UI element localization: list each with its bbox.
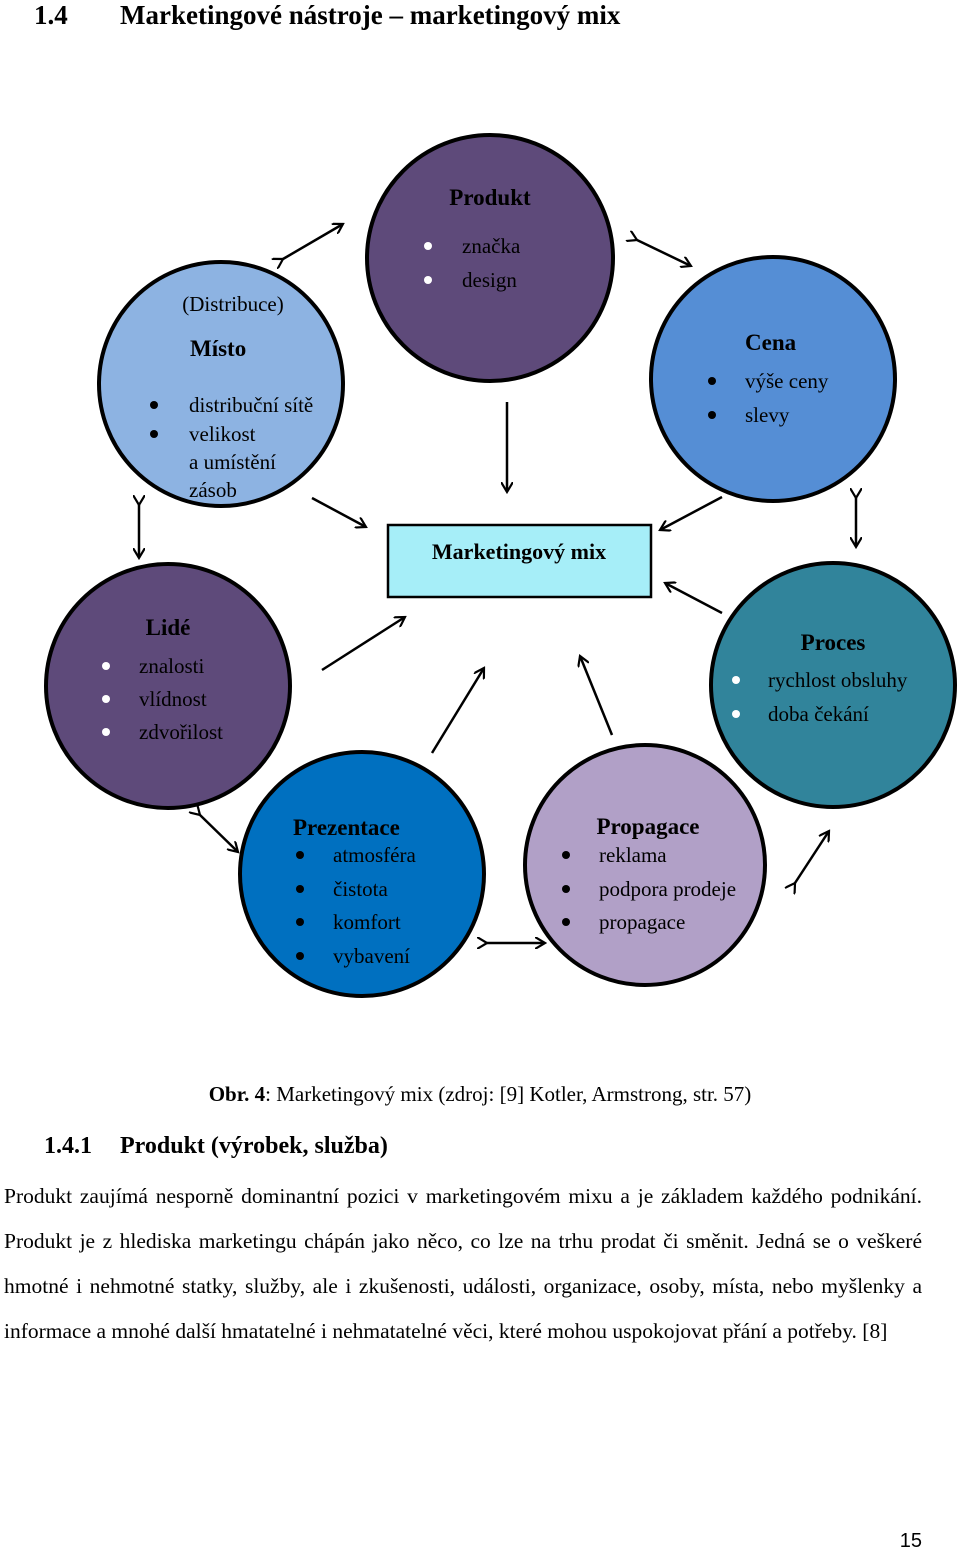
proces-item-1: rychlost obsluhy [768, 668, 908, 692]
propagace-title: Propagace [596, 814, 700, 839]
misto-bullet-2 [150, 430, 158, 438]
section-heading [34, 0, 620, 31]
misto-bullet-1 [150, 401, 158, 409]
lide-circle [46, 564, 290, 808]
arrow-lide-mix [322, 617, 405, 670]
prezentace-item-4: vybavení [333, 944, 410, 968]
proces-item-2: doba čekání [768, 702, 869, 726]
cena-item-2: slevy [745, 403, 790, 427]
produkt-title: Produkt [449, 185, 531, 210]
cena-bullet-2 [708, 411, 716, 419]
lide-bullet-2 [102, 695, 110, 703]
prezentace-bullet-4 [296, 952, 304, 960]
proces-title: Proces [800, 630, 866, 655]
arrow-produkt-cena [637, 240, 691, 266]
prezentace-bullet-2 [296, 885, 304, 893]
section-title: Marketingové nástroje – marketingový mix [120, 0, 621, 30]
produkt-item-1: značka [462, 234, 521, 258]
lide-bullet-3 [102, 728, 110, 736]
prezentace-item-1: atmosféra [333, 843, 416, 867]
arrow-prezentace-mix [432, 668, 484, 753]
lide-item-3: zdvořilost [139, 720, 223, 744]
prezentace-bullet-1 [296, 851, 304, 859]
prezentace-bullet-3 [296, 918, 304, 926]
body-paragraph: Produkt zaujímá nesporně dominantní pozici v marketingovém mixu a je základem každého podnikání. Produkt je z hlediska marketingu chápán jako něco, co lze na trhu prodat či směnit. Jedná se o veškeré hmotné i nehmotné statky, služby, ale i zkušenosti, události, organizace, osoby, místa, nebo myšlenky a informace a mnohé další hmatatelné i nehmatatelné věci, které mohou uspokojovat přání a potřeby. [8] [4, 1184, 922, 1343]
subsection-title: Produkt (výrobek, služba) [120, 1133, 388, 1159]
page-number: 15 [899, 1530, 922, 1552]
produkt-circle [367, 135, 613, 381]
subsection-heading [44, 1133, 388, 1160]
figure-caption [0, 1082, 960, 1107]
propagace-bullet-3 [562, 918, 570, 926]
prezentace-title: Prezentace [293, 815, 400, 840]
arrow-propagace-proces [795, 831, 829, 883]
propagace-item-2: podpora prodeje [599, 877, 737, 901]
misto-item-4: zásob [189, 478, 237, 502]
prezentace-item-2: čistota [333, 877, 388, 901]
produkt-item-2: design [462, 268, 517, 292]
marketing-mix-diagram [0, 120, 960, 1010]
arrow-proces-mix [665, 583, 722, 613]
misto-title: Místo [190, 336, 247, 361]
arrow-lide-prezentace [200, 815, 238, 852]
lide-item-2: vlídnost [139, 687, 207, 711]
caption-text: : Marketingový mix (zdroj: [9] Kotler, Armstrong, str. 57) [265, 1082, 752, 1106]
subsection-number: 1.4.1 [44, 1133, 92, 1159]
proces-bullet-2 [732, 710, 740, 718]
misto-item-1: distribuční sítě [189, 393, 314, 417]
cena-title: Cena [745, 330, 797, 355]
produkt-bullet-2 [424, 276, 432, 284]
lide-title: Lidé [145, 615, 191, 640]
produkt-bullet-1 [424, 242, 432, 250]
lide-item-1: znalosti [139, 654, 205, 678]
caption-label: Obr. 4 [208, 1082, 266, 1106]
center-label: Marketingový mix [431, 539, 607, 564]
prezentace-item-3: komfort [333, 910, 401, 934]
section-number: 1.4 [34, 0, 68, 30]
arrow-cena-mix [660, 497, 722, 530]
propagace-item-3: propagace [599, 910, 686, 934]
misto-item-3: a umístění [189, 450, 276, 474]
propagace-item-1: reklama [599, 843, 667, 867]
proces-bullet-1 [732, 676, 740, 684]
cena-bullet-1 [708, 377, 716, 385]
lide-bullet-1 [102, 662, 110, 670]
misto-item-2: velikost [189, 422, 256, 446]
arrow-misto-mix [312, 498, 366, 527]
cena-item-1: výše ceny [745, 369, 829, 393]
arrow-misto-produkt [283, 224, 343, 259]
arrow-propagace-mix [580, 656, 612, 735]
propagace-bullet-1 [562, 851, 570, 859]
misto-pre: (Distribuce) [182, 292, 284, 316]
propagace-bullet-2 [562, 885, 570, 893]
